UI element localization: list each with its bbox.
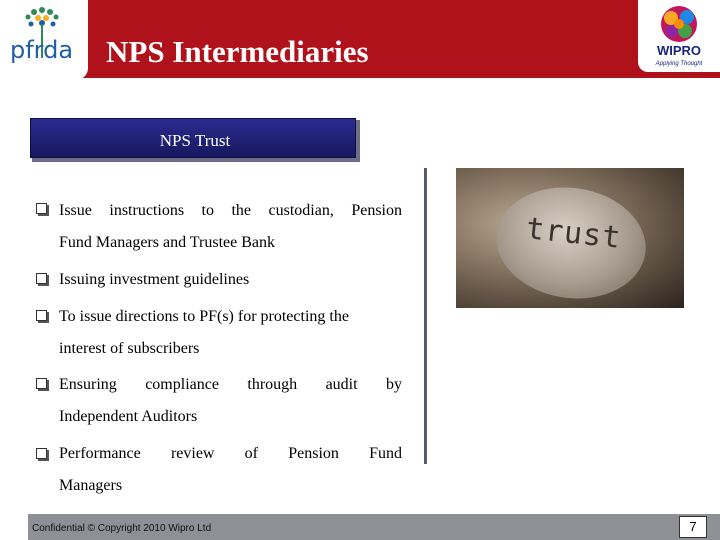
checkbox-bullet-icon [36, 203, 47, 214]
vertical-divider [424, 168, 427, 464]
wipro-logo-tagline: Applying Thought [655, 61, 703, 67]
bullet-line: Performance review of Pension Fund [59, 445, 402, 462]
bullet-line: interest of subscribers [59, 340, 200, 357]
section-label-box [30, 118, 360, 162]
checkbox-bullet-icon [36, 448, 47, 459]
checkbox-bullet-icon [36, 310, 47, 321]
section-label: NPS Trust [159, 131, 231, 150]
bullet-line: To issue directions to PF(s) for protecting the [59, 308, 349, 325]
pfrda-logo [0, 0, 88, 80]
footer-copyright: Confidential © Copyright 2010 Wipro Ltd [32, 523, 212, 534]
wipro-logo-text: WIPRO [656, 43, 702, 58]
bullet-line: Ensuring compliance through audit by [59, 376, 402, 393]
stone-word: trust [524, 211, 623, 256]
bullet-line: Issuing investment guidelines [59, 271, 250, 288]
wipro-logo [638, 0, 720, 72]
bullet-line: Issue instructions to the custodian, Pension [59, 202, 402, 219]
bullet-line: Independent Auditors [59, 408, 198, 425]
pfrda-logo-text: pfrda [10, 36, 74, 64]
trust-stone-photo [456, 168, 684, 308]
page-title: NPS Intermediaries [106, 34, 369, 69]
checkbox-bullet-icon [36, 378, 47, 389]
bullet-line: Fund Managers and Trustee Bank [59, 234, 275, 251]
page-number: 7 [679, 516, 707, 538]
bullet-line: Managers [59, 477, 123, 494]
checkbox-bullet-icon [36, 273, 47, 284]
